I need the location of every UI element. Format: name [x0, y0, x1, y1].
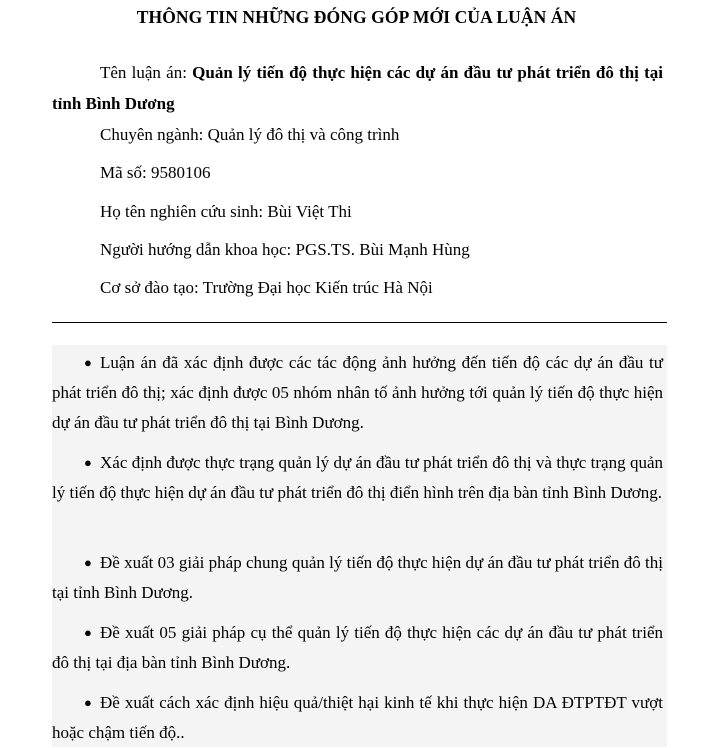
list-item [52, 548, 663, 608]
list-item-text: Luận án đã xác định được các tác động ảnh hưởng đến tiến độ các dự án đầu tư phát triển đô thị; xác định được 05 nhóm nhân tố ảnh hưởng tới quản lý tiến độ thực hiện dự án đầu tư phát triển đô thị tại Bình Dương. [52, 353, 663, 432]
list-item [52, 448, 663, 508]
major-line: Chuyên ngành: Quản lý đô thị và công trình [100, 125, 400, 144]
thesis-name: Quản lý tiến độ thực hiện các dự án đầu tư phát triển đô thị tại tỉnh Bình Dương [52, 63, 664, 113]
bullet-icon: ● [84, 355, 92, 370]
document-title: THÔNG TIN NHỮNG ĐÓNG GÓP MỚI CỦA LUẬN ÁN [136, 7, 577, 27]
list-item-text: Xác định được thực trạng quản lý dự án đầu tư phát triển đô thị và thực trạng quản lý tiến độ thực hiện dự án đầu tư phát triển đô thị điển hình trên địa bàn tỉnh Bình Dương. [52, 453, 663, 502]
thesis-label: Tên luận án: [100, 63, 193, 82]
institution-line: Cơ sở đào tạo: Trường Đại học Kiến trúc Hà Nội [100, 278, 433, 297]
advisor-line: Người hướng dẫn khoa học: PGS.TS. Bùi Mạnh Hùng [100, 240, 470, 259]
code-line: Mã số: 9580106 [100, 163, 211, 182]
list-item [52, 618, 663, 678]
list-item-text: Đề xuất 03 giải pháp chung quản lý tiến độ thực hiện dự án đầu tư phát triển đô thị tại tỉnh Bình Dương. [52, 553, 663, 602]
list-item-text: Đề xuất 05 giải pháp cụ thể quản lý tiến độ thực hiện các dự án đầu tư phát triển đô thị tại địa bàn tỉnh Bình Dương. [52, 623, 663, 672]
list-item [52, 348, 663, 438]
list-item-text: Đề xuất cách xác định hiệu quả/thiệt hại kinh tế khi thực hiện DA ĐTPTĐT vượt hoặc chậm tiến độ.. [52, 693, 663, 742]
divider [52, 322, 667, 323]
bullet-icon: ● [84, 555, 92, 570]
bullet-icon: ● [84, 695, 92, 710]
contributions-list [52, 345, 667, 747]
list-item [52, 688, 663, 748]
thesis-title [52, 57, 663, 119]
bullet-icon: ● [84, 625, 92, 640]
student-line: Họ tên nghiên cứu sinh: Bùi Việt Thi [100, 202, 352, 221]
bullet-icon: ● [84, 455, 92, 470]
